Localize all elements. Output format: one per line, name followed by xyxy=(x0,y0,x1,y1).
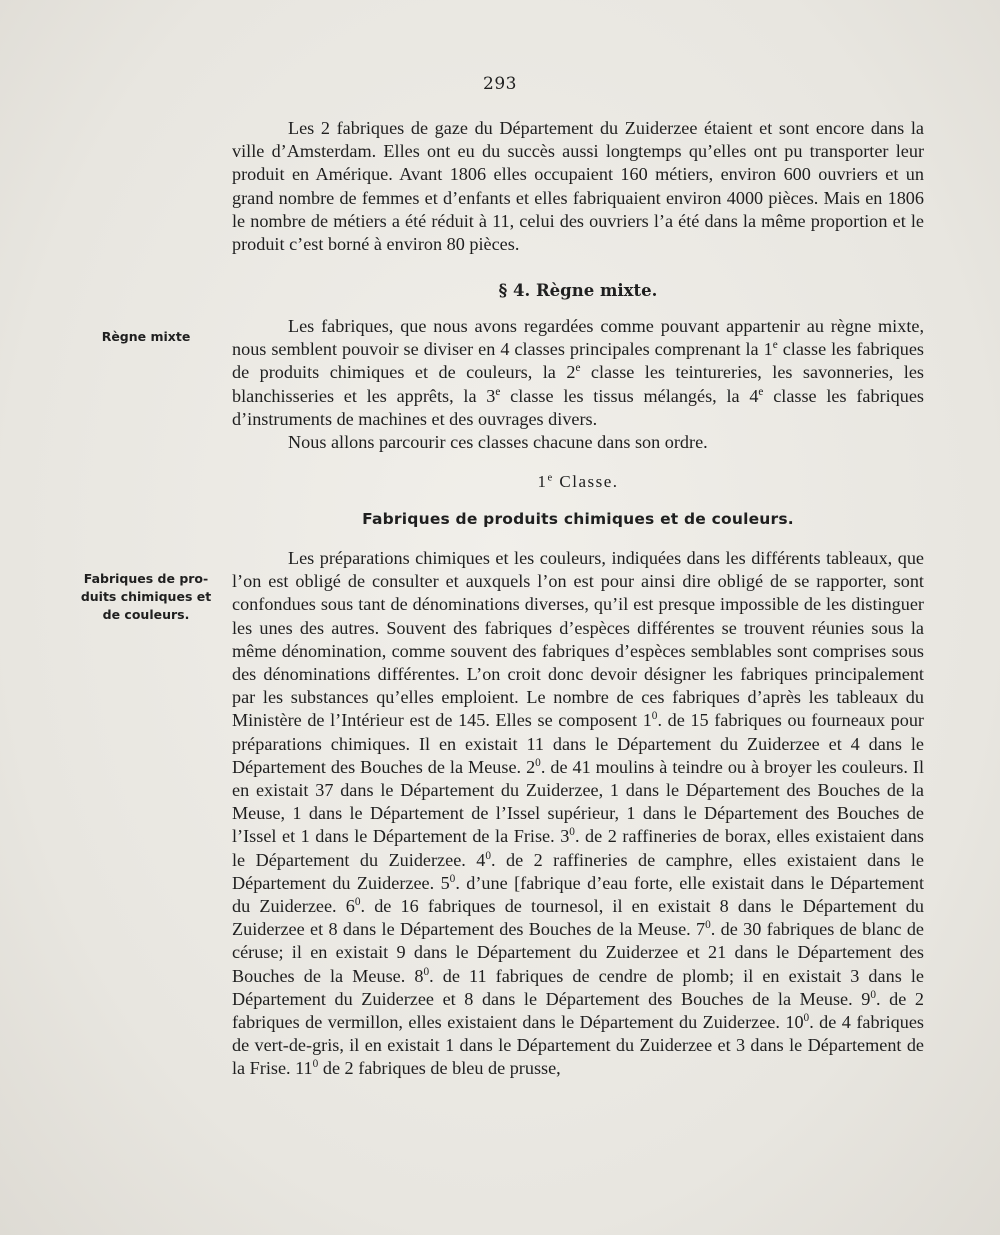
body-text-block-1 xyxy=(232,117,924,256)
section-title: § 4. Règne mixte. xyxy=(498,281,658,300)
heading-produits-chimiques: Fabriques de produits chimiques et de couleurs. xyxy=(362,510,794,528)
paragraph-preparations: Les préparations chimiques et les couleurs, indiquées dans les différents tableaux, que l’on est obligé de consulter et auxquels l’on est pour ainsi dire obligé de se rapporter, sont confondues sous tant de dénominations diverses, qu’il est presque impossible de les distinguer les unes des autres. Souvent des fabriques d’espèces différentes se trouvent réunies sous la même dénomination, comme souvent des fabriques d’espèces semblables sont comprises sous des dénominations différentes. L’on croit donc devoir désigner les fabriques principalement par les substances qu’elles emploient. Le nombre de ces fabriques d’après les tableaux du Ministère de l’Intérieur est de 145. Elles se composent $1^0$. de 15 fabriques ou fourneaux pour préparations chimiques. Il en existait 11 dans le Département du Zuiderzee et 4 dans le Département des Bouches de la Meuse. $2^0$. de 41 moulins à teindre ou à broyer les couleurs. Il en existait 37 dans le Département du Zuiderzee, 1 dans le Département des Bouches de la Meuse, 1 dans le Département de l’Issel supérieur, 1 dans le Département des Bouches de l’Issel et 1 dans le Département de la Frise. $3^0$. de 2 raffineries de borax, elles existaient dans le Département du Zuiderzee. $4^0$. de 2 raffineries de camphre, elles existaient dans le Département du Zuiderzee. $5^0$. d’une [fabrique d’eau forte, elle existait dans le Département du Zuiderzee. $6^0$. de 16 fabriques de tournesol, il en existait 8 dans le Département du Zuiderzee et 8 dans le Département des Bouches de la Meuse. $7^0$. de 30 fabriques de blanc de céruse; il en existait 9 dans le Département du Zuiderzee et 21 dans le Département des Bouches de la Meuse. $8^0$. de 11 fabriques de cendre de plomb; il en existait 3 dans le Département du Zuiderzee et 8 dans le Département des Bouches de la Meuse. $9^0$. de 2 fabriques de vermillon, elles existaient dans le Département du Zuiderzee. $10^0$. de 4 fabriques de vert-de-gris, il en existait 1 dans le Département du Zuiderzee et 3 dans le Département de la Frise. $11^0$ de 2 fabriques de bleu de prusse, xyxy=(232,548,925,1079)
paragraph-parcourir: Nous allons parcourir ces classes chacune dans son ordre. xyxy=(288,432,708,453)
margin-note-fabriques: Fabriques de pro-duits chimiques et de couleurs. xyxy=(80,571,212,622)
paragraph-gaze: Les 2 fabriques de gaze du Département du Zuiderzee étaient et sont encore dans la ville d’Amsterdam. Elles ont eu du succès aussi longtemps qu’elles ont pu transporter leur produit en Amérique. Avant 1806 elles occupaient 160 métiers, environ 600 ouvriers et un grand nombre de femmes et d’enfants et elles fabriquaient environ 4000 pièces. Mais en 1806 le nombre de métiers a été réduit à 11, celui des ouvriers l’a été dans la même proportion et le produit c’est borné à environ 80 pièces. xyxy=(232,118,924,255)
page-number: 293 xyxy=(483,74,517,94)
body-text-block-3 xyxy=(232,547,924,1081)
body-text-block-2 xyxy=(232,315,924,454)
paragraph-classes: Les fabriques, que nous avons regardées comme pouvant appartenir au règne mixte, nous semblent pouvoir se diviser en 4 classes principales comprenant la 1e classe les fabriques de produits chimiques et de couleurs, la 2e classe les teintureries, les savonneries, les blanchisseries et les apprêts, la 3e classe les tissus mélangés, la 4e classe les fabriques d’instruments de machines et des ouvrages divers. xyxy=(232,316,925,429)
margin-note-regne-mixte: Règne mixte xyxy=(101,329,191,344)
classe-heading: 1e Classe. xyxy=(537,472,619,491)
